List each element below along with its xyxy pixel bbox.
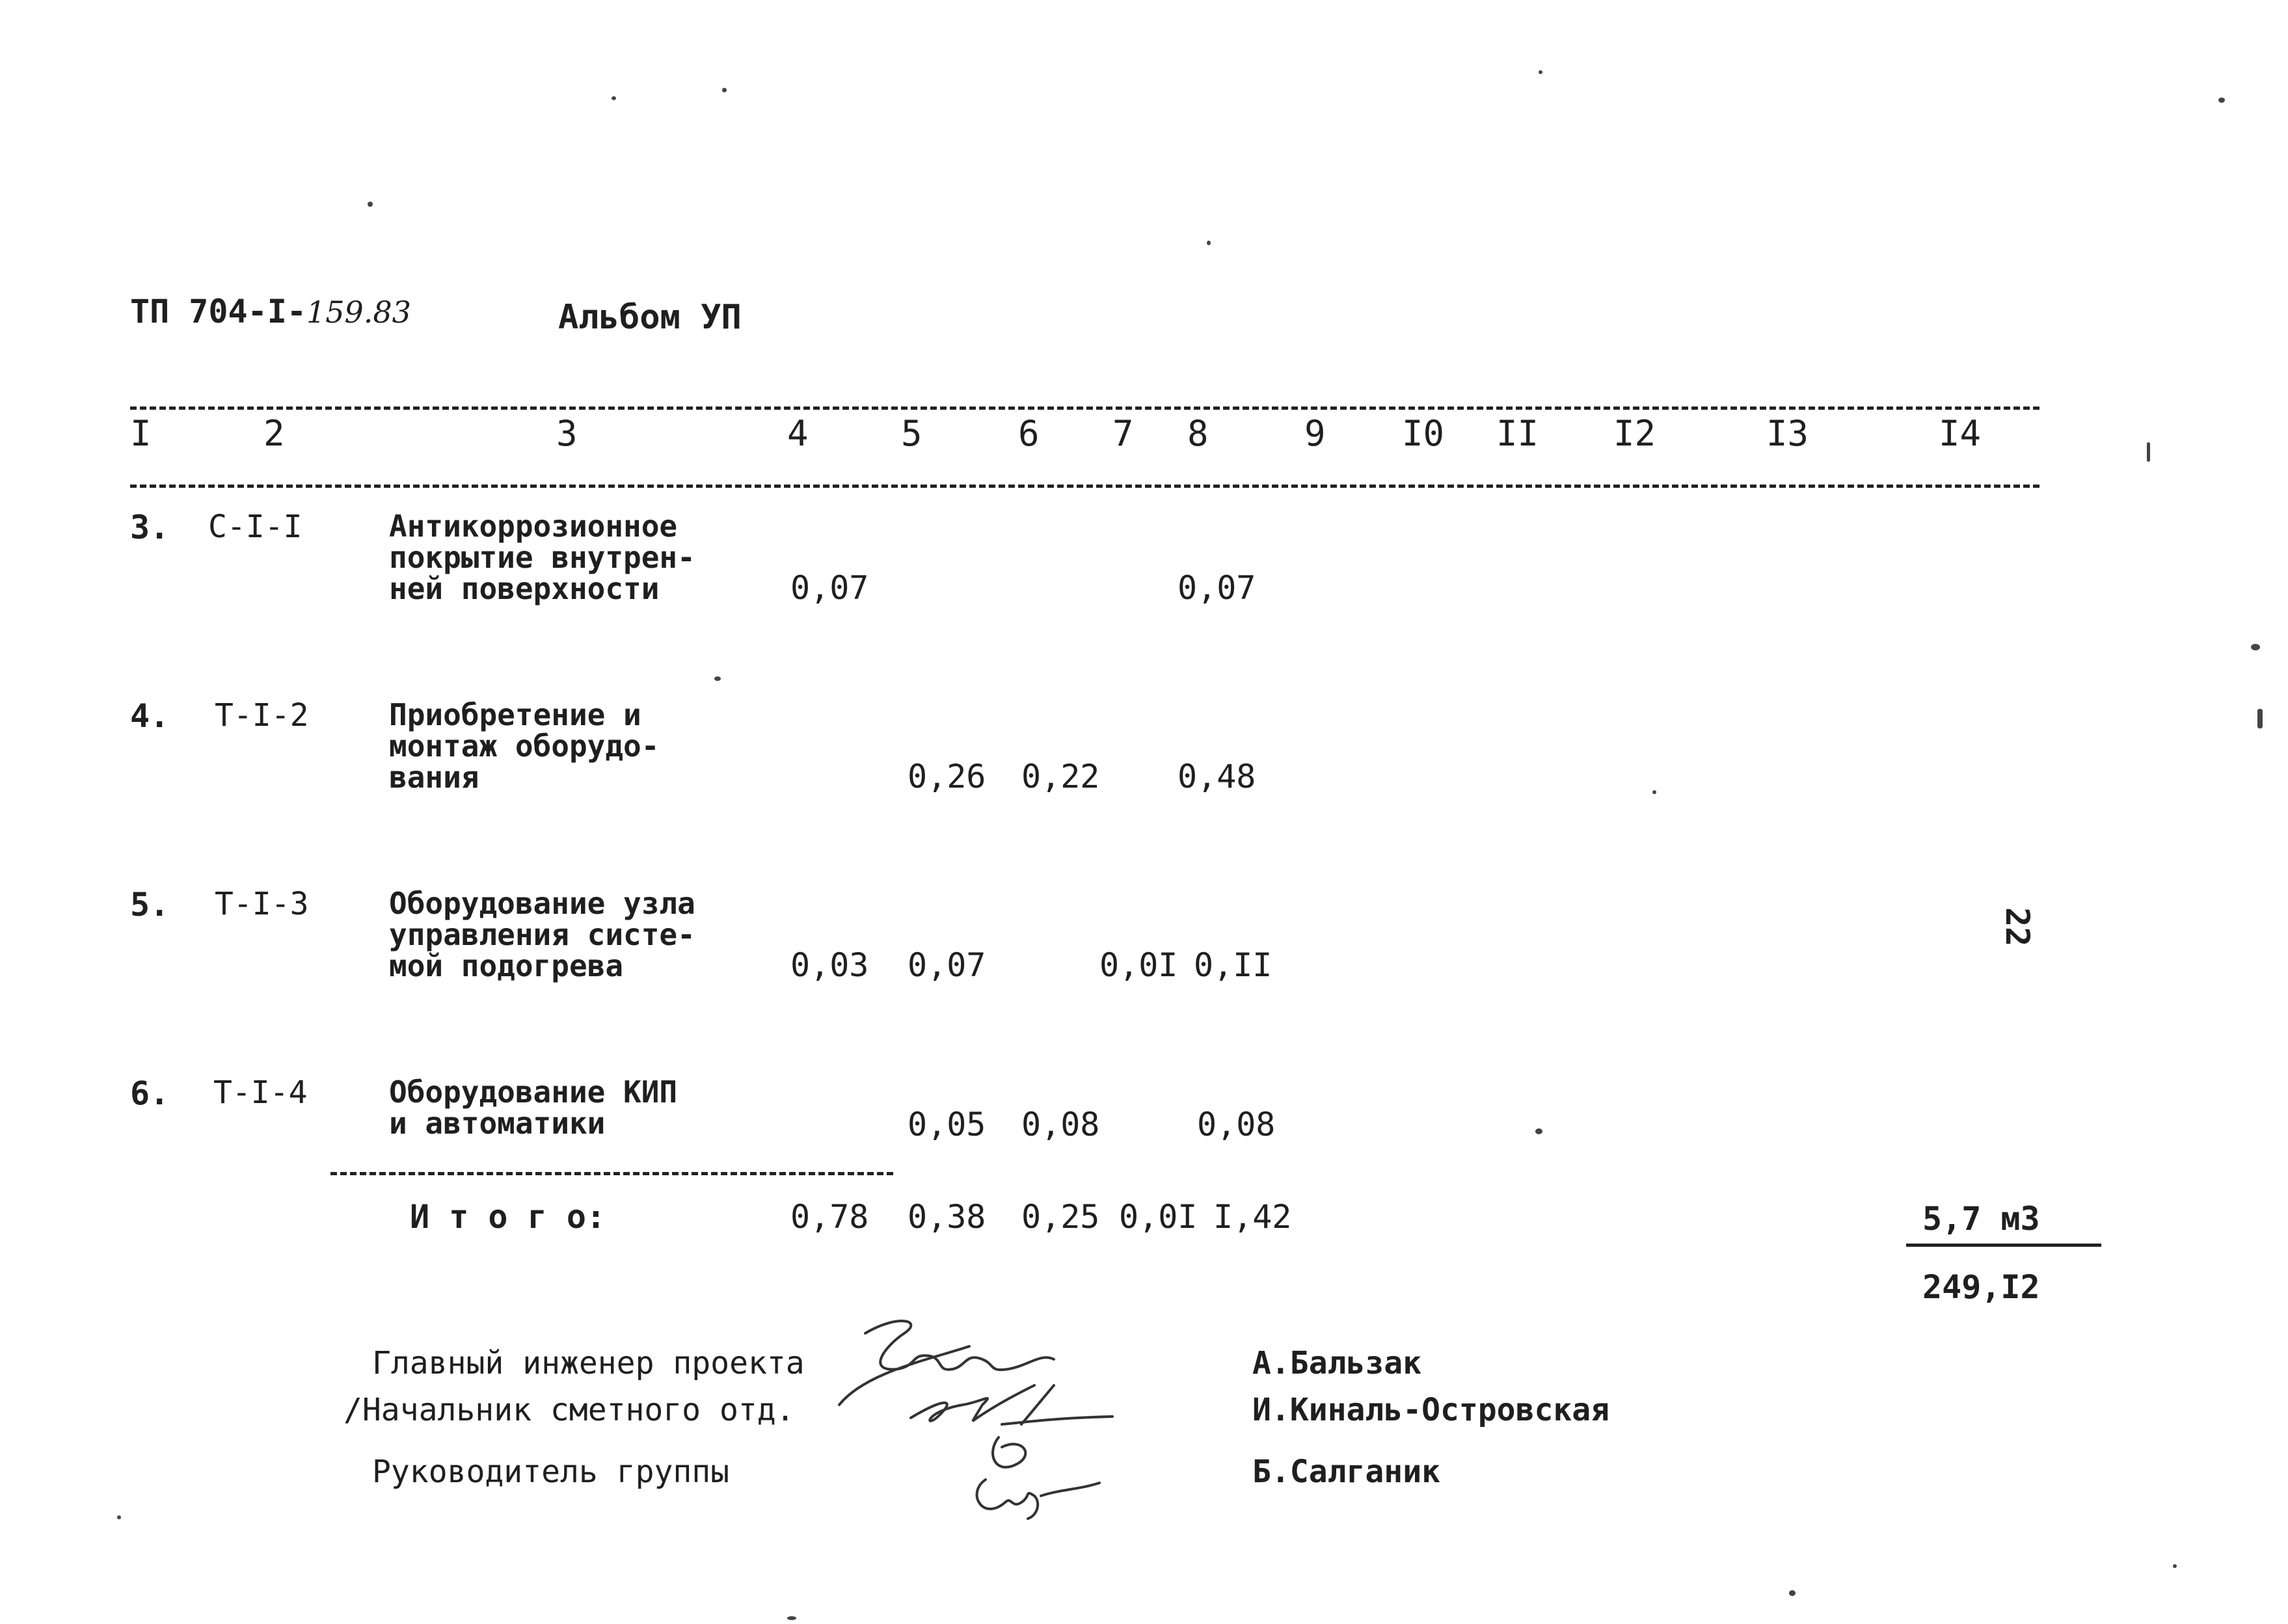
page-number: 22 — [1999, 907, 2036, 947]
col-header: I4 — [1939, 413, 1982, 454]
cell-col7: 0,0I — [1099, 946, 1178, 984]
col-header: 5 — [901, 413, 922, 454]
cell-col6: 0,08 — [1021, 1106, 1100, 1143]
doc-code: ТП 704-I-159.83 — [130, 293, 411, 330]
cell-col8: 0,07 — [1178, 569, 1256, 607]
col-header: I0 — [1402, 413, 1445, 454]
table-header-rule — [130, 485, 2039, 488]
cell-col8: 0,08 — [1197, 1106, 1276, 1143]
total-col5: 0,38 — [908, 1198, 986, 1236]
total-col8: I,42 — [1213, 1198, 1292, 1236]
row-desc-line: Оборудование КИП — [389, 1074, 678, 1110]
table-top-rule — [130, 406, 2039, 410]
total-col14-bottom: 249,I2 — [1922, 1268, 2040, 1306]
col-header: I — [130, 413, 152, 454]
row-code: Т-I-4 — [213, 1074, 308, 1111]
total-rule — [330, 1172, 893, 1175]
album-label: Альбом УП — [558, 298, 742, 337]
row-number: 4. — [130, 697, 170, 735]
row-desc-line: монтаж оборудо- — [389, 728, 660, 764]
total-label: И т о г о: — [410, 1198, 606, 1236]
row-desc-line: Приобретение и — [389, 697, 641, 732]
signature-name: А.Бальзак — [1252, 1345, 1422, 1381]
fraction-rule — [1906, 1244, 2101, 1247]
signature-name: Б.Салганик — [1252, 1454, 1440, 1490]
row-code: С-I-I — [208, 509, 303, 545]
signature-name: И.Киналь-Островская — [1252, 1392, 1610, 1428]
cell-col6: 0,22 — [1021, 758, 1100, 795]
doc-code-handwritten: 159.83 — [306, 295, 411, 330]
row-code: Т-I-3 — [215, 886, 309, 922]
total-col4: 0,78 — [790, 1198, 869, 1236]
cell-col4: 0,07 — [790, 569, 869, 607]
col-header: 9 — [1304, 413, 1326, 454]
col-header: 3 — [556, 413, 578, 454]
cell-col8: 0,48 — [1178, 758, 1256, 795]
cell-col5: 0,26 — [908, 758, 986, 795]
cell-col5: 0,07 — [908, 946, 986, 984]
row-desc-line: управления систе- — [389, 917, 695, 952]
col-header: II — [1496, 413, 1539, 454]
total-col14-top: 5,7 м3 — [1922, 1200, 2040, 1238]
col-header: 8 — [1187, 413, 1209, 454]
row-desc-line: вания — [389, 760, 479, 795]
row-desc-line: ней поверхности — [389, 571, 660, 606]
row-desc-line: и автоматики — [389, 1106, 606, 1141]
total-col7: 0,0I — [1119, 1198, 1198, 1236]
cell-col8: 0,II — [1194, 946, 1272, 984]
cell-col5: 0,05 — [908, 1106, 986, 1143]
col-header: 4 — [787, 413, 809, 454]
signature-role: Главный инженер проекта — [372, 1345, 805, 1381]
row-desc-line: мой подогрева — [389, 948, 624, 983]
row-desc-line: покрытие внутрен- — [389, 540, 695, 575]
signature-role: /Начальник сметного отд. — [343, 1392, 795, 1428]
col-header: I2 — [1613, 413, 1656, 454]
cell-col4: 0,03 — [790, 946, 869, 984]
col-header: 7 — [1112, 413, 1134, 454]
row-number: 3. — [130, 509, 170, 546]
col-header: I3 — [1766, 413, 1809, 454]
row-number: 5. — [130, 886, 170, 924]
row-number: 6. — [130, 1074, 170, 1112]
total-col6: 0,25 — [1021, 1198, 1100, 1236]
row-desc-line: Антикоррозионное — [389, 509, 678, 544]
row-desc-line: Оборудование узла — [389, 886, 695, 921]
row-code: Т-I-2 — [215, 697, 309, 734]
signature-role: Руководитель группы — [372, 1454, 730, 1490]
col-header: 2 — [263, 413, 285, 454]
handwritten-signatures-icon — [826, 1307, 1125, 1522]
col-header: 6 — [1018, 413, 1040, 454]
